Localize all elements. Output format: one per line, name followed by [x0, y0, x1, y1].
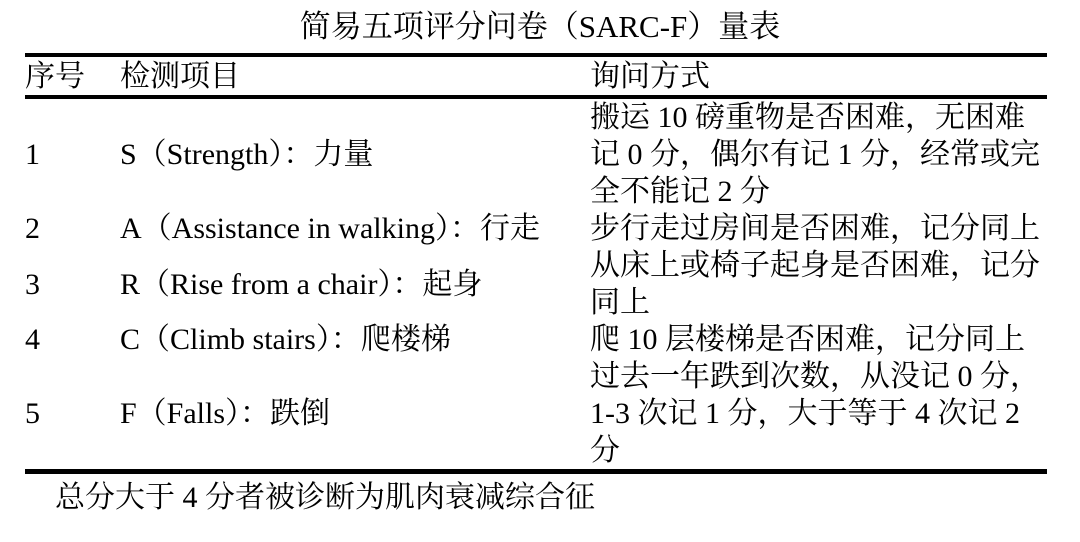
row-number-cell: 4 — [25, 323, 40, 356]
row-number-cell: 1 — [25, 138, 40, 171]
row-question-cell: 搬运 10 磅重物是否困难，无困难记 0 分，偶尔有记 1 分，经常或完全不能记 2 分 — [590, 101, 1040, 208]
header-cell-question: 询问方式 — [590, 59, 710, 93]
table-row — [25, 210, 1047, 247]
table-row — [25, 247, 1047, 321]
table-row — [25, 321, 1047, 358]
row-question-cell: 从床上或椅子起身是否困难，记分同上 — [590, 249, 1040, 319]
header-cell-number: 序号 — [25, 59, 85, 93]
row-item-cell: A（Assistance in walking）：行走 — [120, 212, 540, 245]
sarcf-table-container — [25, 53, 1047, 516]
row-number-cell: 5 — [25, 397, 40, 430]
row-item-cell: F（Falls）：跌倒 — [120, 397, 331, 430]
row-question-cell: 爬 10 层楼梯是否困难，记分同上 — [590, 323, 1025, 356]
table-header-row — [25, 55, 1047, 97]
page-title: 简易五项评分问卷（SARC-F）量表 — [299, 9, 781, 44]
sarcf-table — [25, 53, 1047, 474]
row-question-cell: 过去一年跌到次数，从没记 0 分，1-3 次记 1 分，大于等于 4 次记 2 分 — [590, 360, 1040, 467]
row-number-cell: 2 — [25, 212, 40, 245]
row-item-cell: C（Climb stairs）：爬楼梯 — [120, 323, 451, 356]
row-question-cell: 步行走过房间是否困难，记分同上 — [590, 212, 1040, 245]
table-row — [25, 358, 1047, 472]
table-row — [25, 97, 1047, 210]
table-footnote: 总分大于 4 分者被诊断为肌肉衰减综合征 — [55, 481, 595, 514]
row-item-cell: R（Rise from a chair）：起身 — [120, 267, 483, 301]
header-cell-item: 检测项目 — [120, 59, 240, 93]
row-item-cell: S（Strength）：力量 — [120, 138, 374, 171]
row-number-cell: 3 — [25, 267, 40, 301]
